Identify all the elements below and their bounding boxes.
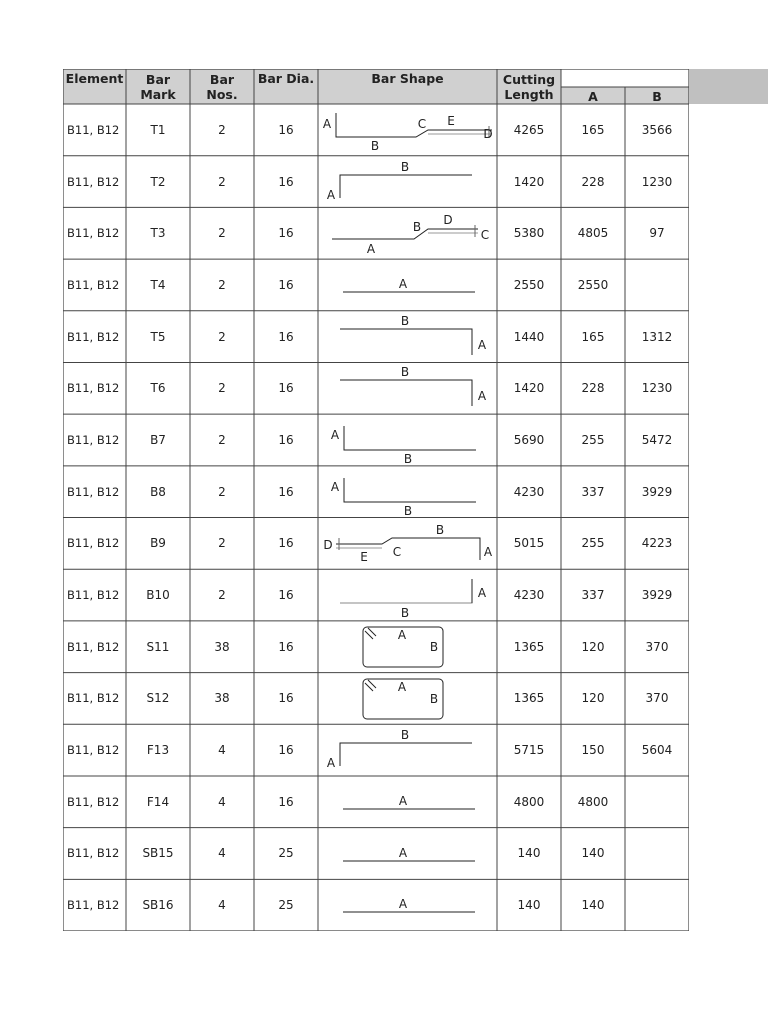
cell-dim-a: 337 (581, 588, 605, 603)
cell-bar-shape (318, 156, 497, 208)
cell-bar-dia: 16 (278, 329, 294, 344)
cell-bar-nos: 2 (218, 329, 226, 344)
cell-bar-shape (318, 673, 497, 725)
cell-dim-b: 5604 (641, 743, 673, 758)
cell-dim-a: 4805 (577, 226, 609, 241)
shape-label-a: A (330, 479, 340, 494)
shape-label-b: B (403, 452, 413, 467)
cell-bar-shape (318, 518, 497, 570)
cell-dim-b (625, 776, 689, 828)
cell-bar-mark: T3 (150, 226, 166, 241)
shape-label-b: B (370, 139, 380, 153)
cell-cutting-length: 4265 (513, 122, 545, 137)
cell-element: B11, B12 (67, 898, 120, 913)
shape-label-a: A (477, 337, 487, 352)
bar-shape-stirrup-diagram (318, 621, 498, 673)
cell-dim-a: 140 (581, 898, 605, 913)
bar-shape-b9-diagram (318, 518, 498, 570)
bar-shape-hookleft-top-diagram (318, 724, 498, 776)
cell-bar-nos: 2 (218, 484, 226, 499)
cell-bar-mark: T4 (150, 277, 166, 292)
shape-label-b: B (429, 639, 439, 654)
cell-dim-a: 165 (581, 122, 605, 137)
shape-label-d: D (483, 127, 493, 141)
cell-bar-nos: 2 (218, 174, 226, 189)
shape-label-e: E (360, 549, 368, 564)
bar-shape-t3-diagram (318, 207, 498, 259)
cell-bar-dia: 16 (278, 691, 294, 706)
shape-label-a: A (397, 679, 407, 694)
cell-dim-b: 5472 (641, 432, 673, 447)
header-dim-a: A (588, 88, 598, 104)
cell-element: B11, B12 (67, 277, 120, 292)
cell-cutting-length: 1420 (513, 381, 545, 396)
shape-label-c: C (392, 544, 402, 559)
cell-bar-shape (318, 311, 497, 363)
cell-bar-dia: 25 (278, 898, 294, 913)
shape-label-a: A (326, 756, 336, 771)
cell-bar-shape (318, 621, 497, 673)
cell-element: B11, B12 (67, 226, 120, 241)
cell-bar-mark: T6 (150, 381, 166, 396)
cell-element: B11, B12 (67, 174, 120, 189)
header-bar-nos: Bar Nos. (206, 71, 238, 102)
bar-shape-hookleft-up-diagram (318, 466, 498, 518)
cell-dim-b: 370 (645, 639, 669, 654)
cell-dim-b (625, 828, 689, 880)
shape-label-b: B (403, 503, 413, 518)
cell-cutting-length: 140 (517, 898, 541, 913)
cell-bar-mark: S11 (146, 639, 170, 654)
bar-shape-t1-diagram (318, 104, 498, 156)
cell-dim-a: 140 (581, 846, 605, 861)
cell-dim-b: 3929 (641, 484, 673, 499)
cell-bar-dia: 16 (278, 381, 294, 396)
cell-dim-a: 150 (581, 743, 605, 758)
cell-bar-nos: 2 (218, 122, 226, 137)
shape-label-a: A (397, 627, 407, 642)
cell-bar-nos: 2 (218, 277, 226, 292)
cell-element: B11, B12 (67, 743, 120, 758)
cell-element: B11, B12 (67, 846, 120, 861)
cell-bar-nos: 38 (214, 691, 230, 706)
cell-dim-b: 97 (649, 226, 665, 241)
cell-bar-mark: S12 (146, 691, 170, 706)
cell-dim-a: 228 (581, 381, 605, 396)
shape-label-c: C (417, 117, 427, 131)
cell-cutting-length: 2550 (513, 277, 545, 292)
shape-label-a: A (326, 187, 336, 202)
header-bar-shape: Bar Shape (371, 71, 444, 86)
cell-bar-nos: 2 (218, 226, 226, 241)
cell-bar-dia: 16 (278, 794, 294, 809)
cell-bar-dia: 16 (278, 484, 294, 499)
bar-shape-straight-diagram (318, 828, 498, 880)
shape-label-e: E (447, 114, 455, 128)
shape-label-b: B (400, 606, 410, 621)
header-cutting-length: Cutting Length (502, 71, 556, 102)
cell-bar-nos: 4 (218, 898, 226, 913)
shape-label-a: A (483, 544, 493, 559)
header-element: Element (65, 71, 124, 86)
cell-bar-dia: 16 (278, 743, 294, 758)
cell-bar-nos: 38 (214, 639, 230, 654)
shape-label-b: B (400, 365, 410, 380)
cell-bar-nos: 4 (218, 794, 226, 809)
cell-dim-b: 4223 (641, 536, 673, 551)
cell-element: B11, B12 (67, 432, 120, 447)
cell-bar-dia: 16 (278, 174, 294, 189)
shape-label-a: A (477, 389, 487, 404)
bar-shape-straight-diagram (318, 259, 498, 311)
cell-dim-b: 3566 (641, 122, 673, 137)
cell-dim-b: 1230 (641, 381, 673, 396)
cell-dim-b: 3929 (641, 588, 673, 603)
shape-label-a: A (477, 586, 487, 601)
cell-bar-shape (318, 466, 497, 518)
cell-dim-a: 2550 (577, 277, 609, 292)
shape-label-a: A (322, 117, 332, 131)
bar-shape-hookleft-up-diagram (318, 414, 498, 466)
cell-bar-nos: 4 (218, 846, 226, 861)
cell-bar-mark: F13 (146, 743, 170, 758)
cell-dim-b: 1312 (641, 329, 673, 344)
shape-label-a: A (330, 428, 340, 443)
bar-shape-straight-diagram (318, 776, 498, 828)
cell-element: B11, B12 (67, 329, 120, 344)
cell-bar-mark: B10 (146, 588, 170, 603)
shape-label-c: C (480, 228, 490, 243)
header-extension-bar (688, 69, 768, 104)
cell-bar-dia: 16 (278, 277, 294, 292)
cell-bar-shape (318, 879, 497, 931)
cell-dim-a: 120 (581, 691, 605, 706)
cell-cutting-length: 1440 (513, 329, 545, 344)
cell-cutting-length: 1420 (513, 174, 545, 189)
bar-shape-hookright-up-diagram (318, 569, 498, 621)
header-bar-mark: Bar Mark (140, 71, 176, 102)
header-dim-b: B (652, 88, 662, 104)
cell-dim-b: 370 (645, 691, 669, 706)
cell-cutting-length: 140 (517, 846, 541, 861)
header-bar-dia: Bar Dia. (257, 71, 315, 86)
cell-bar-shape (318, 724, 497, 776)
cell-bar-dia: 16 (278, 122, 294, 137)
cell-cutting-length: 4800 (513, 794, 545, 809)
shape-label-a: A (398, 845, 408, 860)
cell-element: B11, B12 (67, 639, 120, 654)
shape-label-b: B (400, 313, 410, 328)
cell-element: B11, B12 (67, 122, 120, 137)
cell-cutting-length: 5715 (513, 743, 545, 758)
shape-label-a: A (398, 277, 408, 292)
cell-dim-b (625, 879, 689, 931)
cell-bar-mark: T1 (150, 122, 166, 137)
shape-label-b: B (435, 522, 445, 537)
cell-cutting-length: 5015 (513, 536, 545, 551)
cell-bar-dia: 25 (278, 846, 294, 861)
cell-bar-shape (318, 362, 497, 414)
cell-bar-shape (318, 104, 497, 156)
cell-bar-shape (318, 259, 497, 311)
cell-dim-a: 228 (581, 174, 605, 189)
cell-cutting-length: 5380 (513, 226, 545, 241)
cell-bar-mark: B8 (150, 484, 166, 499)
cell-bar-mark: T2 (150, 174, 166, 189)
cell-dim-a: 165 (581, 329, 605, 344)
bar-shape-hookright-down-diagram (318, 311, 498, 363)
cell-element: B11, B12 (67, 381, 120, 396)
cell-cutting-length: 5690 (513, 432, 545, 447)
bar-bending-schedule-table (63, 69, 689, 931)
cell-dim-a: 337 (581, 484, 605, 499)
cell-bar-shape (318, 776, 497, 828)
cell-cutting-length: 1365 (513, 691, 545, 706)
cell-bar-mark: F14 (146, 794, 170, 809)
cell-bar-nos: 2 (218, 381, 226, 396)
cell-bar-dia: 16 (278, 432, 294, 447)
cell-bar-shape (318, 828, 497, 880)
shape-label-b: B (400, 159, 410, 174)
cell-bar-nos: 2 (218, 432, 226, 447)
cell-element: B11, B12 (67, 588, 120, 603)
cell-cutting-length: 4230 (513, 484, 545, 499)
cell-dim-a: 120 (581, 639, 605, 654)
shape-label-a: A (366, 242, 376, 257)
cell-bar-mark: SB15 (142, 846, 174, 861)
cell-bar-dia: 16 (278, 536, 294, 551)
bar-shape-hookleft-top-diagram (318, 156, 498, 208)
shape-label-d: D (323, 537, 333, 552)
cell-cutting-length: 4230 (513, 588, 545, 603)
cell-element: B11, B12 (67, 794, 120, 809)
cell-element: B11, B12 (67, 536, 120, 551)
shape-label-a: A (398, 897, 408, 912)
shape-label-b: B (412, 220, 422, 235)
cell-bar-shape (318, 569, 497, 621)
cell-element: B11, B12 (67, 691, 120, 706)
shape-label-b: B (400, 728, 410, 743)
cell-element: B11, B12 (67, 484, 120, 499)
cell-bar-dia: 16 (278, 588, 294, 603)
cell-bar-mark: SB16 (142, 898, 174, 913)
shape-label-b: B (429, 691, 439, 706)
cell-bar-nos: 4 (218, 743, 226, 758)
bar-shape-stirrup-diagram (318, 673, 498, 725)
cell-bar-nos: 2 (218, 536, 226, 551)
cell-bar-nos: 2 (218, 588, 226, 603)
shape-label-d: D (443, 213, 453, 228)
cell-bar-mark: B9 (150, 536, 166, 551)
cell-cutting-length: 1365 (513, 639, 545, 654)
cell-bar-mark: B7 (150, 432, 166, 447)
cell-bar-shape (318, 414, 497, 466)
cell-dim-a: 4800 (577, 794, 609, 809)
cell-dim-b (625, 259, 689, 311)
bar-shape-hookright-down-diagram (318, 362, 498, 414)
cell-bar-dia: 16 (278, 226, 294, 241)
cell-dim-b: 1230 (641, 174, 673, 189)
cell-dim-a: 255 (581, 432, 605, 447)
shape-label-a: A (398, 793, 408, 808)
cell-bar-dia: 16 (278, 639, 294, 654)
cell-bar-mark: T5 (150, 329, 166, 344)
cell-dim-a: 255 (581, 536, 605, 551)
cell-bar-shape (318, 207, 497, 259)
bar-shape-straight-diagram (318, 879, 498, 931)
